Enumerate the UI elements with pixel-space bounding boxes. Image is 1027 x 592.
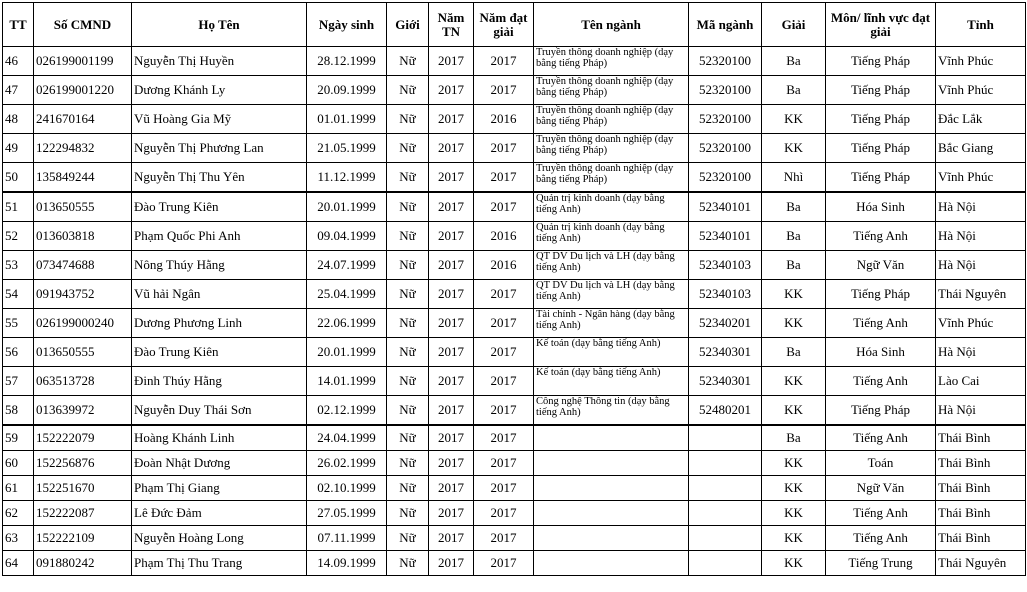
col-header-birth-date: Ngày sinh [307,3,387,47]
cell-birth-date: 21.05.1999 [307,134,387,163]
cell-province: Thái Bình [936,476,1026,501]
table-row [3,526,1026,551]
cell-major-name: Kế toán (dạy bằng tiếng Anh) [534,338,689,367]
cell-gender: Nữ [387,309,429,338]
cell-subject: Ngữ Văn [826,251,936,280]
cell-grad-year: 2017 [429,551,474,576]
cell-prize: KK [762,551,826,576]
cell-tt: 49 [3,134,34,163]
cell-gender: Nữ [387,134,429,163]
col-header-gender: Giới [387,3,429,47]
cell-id-number: 152222109 [34,526,132,551]
cell-major-code: 52480201 [689,396,762,426]
cell-full-name: Vũ hải Ngân [132,280,307,309]
cell-id-number: 091880242 [34,551,132,576]
table-row [3,451,1026,476]
cell-full-name: Nguyễn Thị Thu Yên [132,163,307,193]
cell-major-name [534,551,689,576]
cell-major-code: 52340103 [689,251,762,280]
cell-major-code [689,476,762,501]
cell-prize: KK [762,396,826,426]
cell-gender: Nữ [387,526,429,551]
cell-subject: Tiếng Pháp [826,47,936,76]
cell-subject: Tiếng Pháp [826,163,936,193]
table-row [3,280,1026,309]
col-header-prize: Giải [762,3,826,47]
cell-award-year: 2017 [474,47,534,76]
cell-grad-year: 2017 [429,367,474,396]
awards-table [2,2,1026,576]
cell-major-code: 52340301 [689,338,762,367]
cell-major-code: 52320100 [689,47,762,76]
cell-award-year: 2017 [474,425,534,451]
cell-id-number: 013650555 [34,192,132,222]
cell-birth-date: 14.09.1999 [307,551,387,576]
cell-major-code [689,501,762,526]
cell-full-name: Đào Trung Kiên [132,192,307,222]
cell-subject: Ngữ Văn [826,476,936,501]
cell-grad-year: 2017 [429,105,474,134]
cell-full-name: Dương Khánh Ly [132,76,307,105]
cell-major-name [534,526,689,551]
cell-birth-date: 20.09.1999 [307,76,387,105]
cell-id-number: 152251670 [34,476,132,501]
cell-subject: Tiếng Anh [826,222,936,251]
table-row [3,367,1026,396]
cell-major-code: 52320100 [689,163,762,193]
cell-birth-date: 26.02.1999 [307,451,387,476]
cell-birth-date: 22.06.1999 [307,309,387,338]
cell-award-year: 2016 [474,105,534,134]
cell-major-code: 52320100 [689,105,762,134]
cell-major-name: Quản trị kinh doanh (dạy bằng tiếng Anh) [534,192,689,222]
cell-award-year: 2016 [474,222,534,251]
cell-tt: 54 [3,280,34,309]
table-row [3,425,1026,451]
cell-province: Lào Cai [936,367,1026,396]
cell-subject: Hóa Sinh [826,338,936,367]
cell-tt: 52 [3,222,34,251]
table-row [3,476,1026,501]
cell-gender: Nữ [387,105,429,134]
cell-award-year: 2017 [474,526,534,551]
cell-tt: 61 [3,476,34,501]
cell-tt: 64 [3,551,34,576]
cell-major-code: 52340101 [689,192,762,222]
cell-grad-year: 2017 [429,134,474,163]
cell-grad-year: 2017 [429,163,474,193]
cell-subject: Tiếng Pháp [826,280,936,309]
col-header-full-name: Họ Tên [132,3,307,47]
cell-full-name: Nguyễn Thị Huyền [132,47,307,76]
cell-major-name [534,476,689,501]
cell-major-name [534,451,689,476]
cell-gender: Nữ [387,280,429,309]
cell-province: Thái Nguyên [936,280,1026,309]
cell-full-name: Nguyễn Thị Phương Lan [132,134,307,163]
cell-award-year: 2016 [474,251,534,280]
cell-award-year: 2017 [474,396,534,426]
cell-full-name: Phạm Thị Giang [132,476,307,501]
cell-subject: Tiếng Anh [826,309,936,338]
col-header-subject: Môn/ lĩnh vực đạt giải [826,3,936,47]
cell-prize: KK [762,526,826,551]
cell-gender: Nữ [387,76,429,105]
cell-major-name: Công nghệ Thông tin (dạy bằng tiếng Anh) [534,396,689,426]
col-header-award-year: Năm đạt giải [474,3,534,47]
cell-major-name [534,501,689,526]
cell-id-number: 091943752 [34,280,132,309]
cell-gender: Nữ [387,501,429,526]
cell-award-year: 2017 [474,192,534,222]
cell-gender: Nữ [387,192,429,222]
cell-prize: Ba [762,192,826,222]
table-row [3,192,1026,222]
cell-birth-date: 27.05.1999 [307,501,387,526]
cell-full-name: Đinh Thúy Hằng [132,367,307,396]
cell-full-name: Đào Trung Kiên [132,338,307,367]
cell-birth-date: 02.12.1999 [307,396,387,426]
cell-grad-year: 2017 [429,47,474,76]
cell-major-code: 52320100 [689,134,762,163]
cell-major-code [689,425,762,451]
cell-prize: KK [762,501,826,526]
cell-birth-date: 25.04.1999 [307,280,387,309]
cell-gender: Nữ [387,222,429,251]
cell-tt: 55 [3,309,34,338]
cell-subject: Tiếng Pháp [826,76,936,105]
cell-gender: Nữ [387,476,429,501]
cell-major-code [689,451,762,476]
cell-major-name: Truyền thông doanh nghiệp (dạy bằng tiếng Pháp) [534,134,689,163]
table-row [3,47,1026,76]
table-row [3,163,1026,193]
cell-tt: 47 [3,76,34,105]
cell-grad-year: 2017 [429,309,474,338]
cell-subject: Tiếng Pháp [826,105,936,134]
cell-grad-year: 2017 [429,501,474,526]
cell-id-number: 152256876 [34,451,132,476]
cell-province: Thái Bình [936,425,1026,451]
col-header-major-name: Tên ngành [534,3,689,47]
cell-province: Bắc Giang [936,134,1026,163]
cell-grad-year: 2017 [429,192,474,222]
cell-province: Vĩnh Phúc [936,309,1026,338]
cell-major-name: Quản trị kinh doanh (dạy bằng tiếng Anh) [534,222,689,251]
cell-id-number: 241670164 [34,105,132,134]
cell-prize: Nhì [762,163,826,193]
cell-award-year: 2017 [474,338,534,367]
cell-subject: Toán [826,451,936,476]
cell-major-code: 52340103 [689,280,762,309]
cell-major-name: Truyền thông doanh nghiệp (dạy bằng tiếng Pháp) [534,76,689,105]
cell-subject: Tiếng Anh [826,425,936,451]
cell-province: Thái Bình [936,501,1026,526]
table-row [3,309,1026,338]
cell-province: Hà Nội [936,338,1026,367]
cell-major-name: Truyền thông doanh nghiệp (dạy bằng tiếng Pháp) [534,47,689,76]
cell-grad-year: 2017 [429,222,474,251]
cell-id-number: 152222079 [34,425,132,451]
cell-gender: Nữ [387,251,429,280]
cell-prize: KK [762,309,826,338]
cell-major-name: Truyền thông doanh nghiệp (dạy bằng tiếng Pháp) [534,163,689,193]
cell-subject: Tiếng Anh [826,501,936,526]
cell-full-name: Vũ Hoàng Gia Mỹ [132,105,307,134]
col-header-province: Tỉnh [936,3,1026,47]
cell-tt: 46 [3,47,34,76]
cell-subject: Tiếng Pháp [826,134,936,163]
cell-full-name: Phạm Thị Thu Trang [132,551,307,576]
col-header-id-number: Số CMND [34,3,132,47]
cell-province: Đắc Lắk [936,105,1026,134]
cell-full-name: Nông Thúy Hằng [132,251,307,280]
cell-subject: Tiếng Anh [826,367,936,396]
cell-prize: KK [762,105,826,134]
cell-birth-date: 20.01.1999 [307,192,387,222]
cell-tt: 59 [3,425,34,451]
cell-id-number: 013639972 [34,396,132,426]
cell-major-code [689,551,762,576]
cell-award-year: 2017 [474,476,534,501]
cell-prize: KK [762,367,826,396]
cell-gender: Nữ [387,425,429,451]
cell-id-number: 013603818 [34,222,132,251]
table-row [3,338,1026,367]
cell-grad-year: 2017 [429,280,474,309]
cell-gender: Nữ [387,367,429,396]
cell-tt: 50 [3,163,34,193]
cell-full-name: Hoàng Khánh Linh [132,425,307,451]
cell-award-year: 2017 [474,280,534,309]
cell-major-name: Tài chính - Ngân hàng (dạy bằng tiếng Anh) [534,309,689,338]
table-row [3,396,1026,426]
cell-tt: 53 [3,251,34,280]
cell-full-name: Nguyễn Duy Thái Sơn [132,396,307,426]
cell-major-name: QT DV Du lịch và LH (dạy bằng tiếng Anh) [534,251,689,280]
cell-province: Hà Nội [936,251,1026,280]
table-row [3,222,1026,251]
cell-award-year: 2017 [474,367,534,396]
cell-full-name: Dương Phương Linh [132,309,307,338]
cell-award-year: 2017 [474,76,534,105]
cell-gender: Nữ [387,47,429,76]
cell-award-year: 2017 [474,551,534,576]
cell-prize: KK [762,451,826,476]
cell-gender: Nữ [387,551,429,576]
cell-full-name: Đoàn Nhật Dương [132,451,307,476]
cell-prize: Ba [762,338,826,367]
table-row [3,551,1026,576]
cell-major-code [689,526,762,551]
cell-prize: Ba [762,222,826,251]
cell-tt: 48 [3,105,34,134]
cell-id-number: 013650555 [34,338,132,367]
table-row [3,76,1026,105]
cell-major-code: 52340101 [689,222,762,251]
cell-birth-date: 09.04.1999 [307,222,387,251]
cell-id-number: 122294832 [34,134,132,163]
cell-id-number: 135849244 [34,163,132,193]
cell-major-code: 52320100 [689,76,762,105]
cell-id-number: 026199001199 [34,47,132,76]
cell-major-code: 52340301 [689,367,762,396]
cell-province: Hà Nội [936,192,1026,222]
cell-grad-year: 2017 [429,425,474,451]
cell-full-name: Lê Đức Đảm [132,501,307,526]
cell-prize: Ba [762,47,826,76]
cell-prize: Ba [762,76,826,105]
cell-birth-date: 14.01.1999 [307,367,387,396]
header-row [3,3,1026,47]
cell-province: Vĩnh Phúc [936,47,1026,76]
cell-award-year: 2017 [474,309,534,338]
cell-subject: Hóa Sinh [826,192,936,222]
cell-subject: Tiếng Anh [826,526,936,551]
cell-grad-year: 2017 [429,396,474,426]
cell-grad-year: 2017 [429,76,474,105]
cell-subject: Tiếng Pháp [826,396,936,426]
cell-province: Hà Nội [936,396,1026,426]
cell-major-name [534,425,689,451]
cell-province: Thái Bình [936,451,1026,476]
cell-birth-date: 24.04.1999 [307,425,387,451]
cell-major-name: Truyền thông doanh nghiệp (dạy bằng tiếng Pháp) [534,105,689,134]
cell-major-name: QT DV Du lịch và LH (dạy bằng tiếng Anh) [534,280,689,309]
cell-full-name: Phạm Quốc Phi Anh [132,222,307,251]
col-header-tt: TT [3,3,34,47]
col-header-grad-year: Năm TN [429,3,474,47]
table-row [3,105,1026,134]
cell-id-number: 063513728 [34,367,132,396]
cell-birth-date: 02.10.1999 [307,476,387,501]
cell-tt: 62 [3,501,34,526]
table-row [3,251,1026,280]
cell-birth-date: 07.11.1999 [307,526,387,551]
cell-tt: 63 [3,526,34,551]
cell-prize: KK [762,476,826,501]
cell-province: Vĩnh Phúc [936,76,1026,105]
cell-tt: 56 [3,338,34,367]
cell-province: Thái Nguyên [936,551,1026,576]
cell-gender: Nữ [387,396,429,426]
cell-gender: Nữ [387,163,429,193]
cell-tt: 51 [3,192,34,222]
col-header-major-code: Mã ngành [689,3,762,47]
cell-province: Vĩnh Phúc [936,163,1026,193]
cell-gender: Nữ [387,338,429,367]
cell-tt: 58 [3,396,34,426]
cell-birth-date: 11.12.1999 [307,163,387,193]
cell-full-name: Nguyễn Hoàng Long [132,526,307,551]
cell-grad-year: 2017 [429,251,474,280]
table-row [3,134,1026,163]
cell-prize: KK [762,134,826,163]
cell-award-year: 2017 [474,163,534,193]
cell-grad-year: 2017 [429,451,474,476]
table-row [3,501,1026,526]
cell-province: Thái Bình [936,526,1026,551]
cell-birth-date: 28.12.1999 [307,47,387,76]
cell-gender: Nữ [387,451,429,476]
cell-award-year: 2017 [474,451,534,476]
cell-grad-year: 2017 [429,526,474,551]
cell-subject: Tiếng Trung [826,551,936,576]
cell-birth-date: 20.01.1999 [307,338,387,367]
cell-award-year: 2017 [474,501,534,526]
cell-award-year: 2017 [474,134,534,163]
cell-id-number: 026199001220 [34,76,132,105]
cell-grad-year: 2017 [429,338,474,367]
cell-major-name: Kế toán (dạy bằng tiếng Anh) [534,367,689,396]
cell-grad-year: 2017 [429,476,474,501]
cell-prize: Ba [762,425,826,451]
cell-birth-date: 24.07.1999 [307,251,387,280]
cell-id-number: 073474688 [34,251,132,280]
cell-tt: 60 [3,451,34,476]
cell-prize: KK [762,280,826,309]
cell-birth-date: 01.01.1999 [307,105,387,134]
cell-id-number: 026199000240 [34,309,132,338]
cell-major-code: 52340201 [689,309,762,338]
cell-province: Hà Nội [936,222,1026,251]
cell-prize: Ba [762,251,826,280]
cell-id-number: 152222087 [34,501,132,526]
cell-tt: 57 [3,367,34,396]
